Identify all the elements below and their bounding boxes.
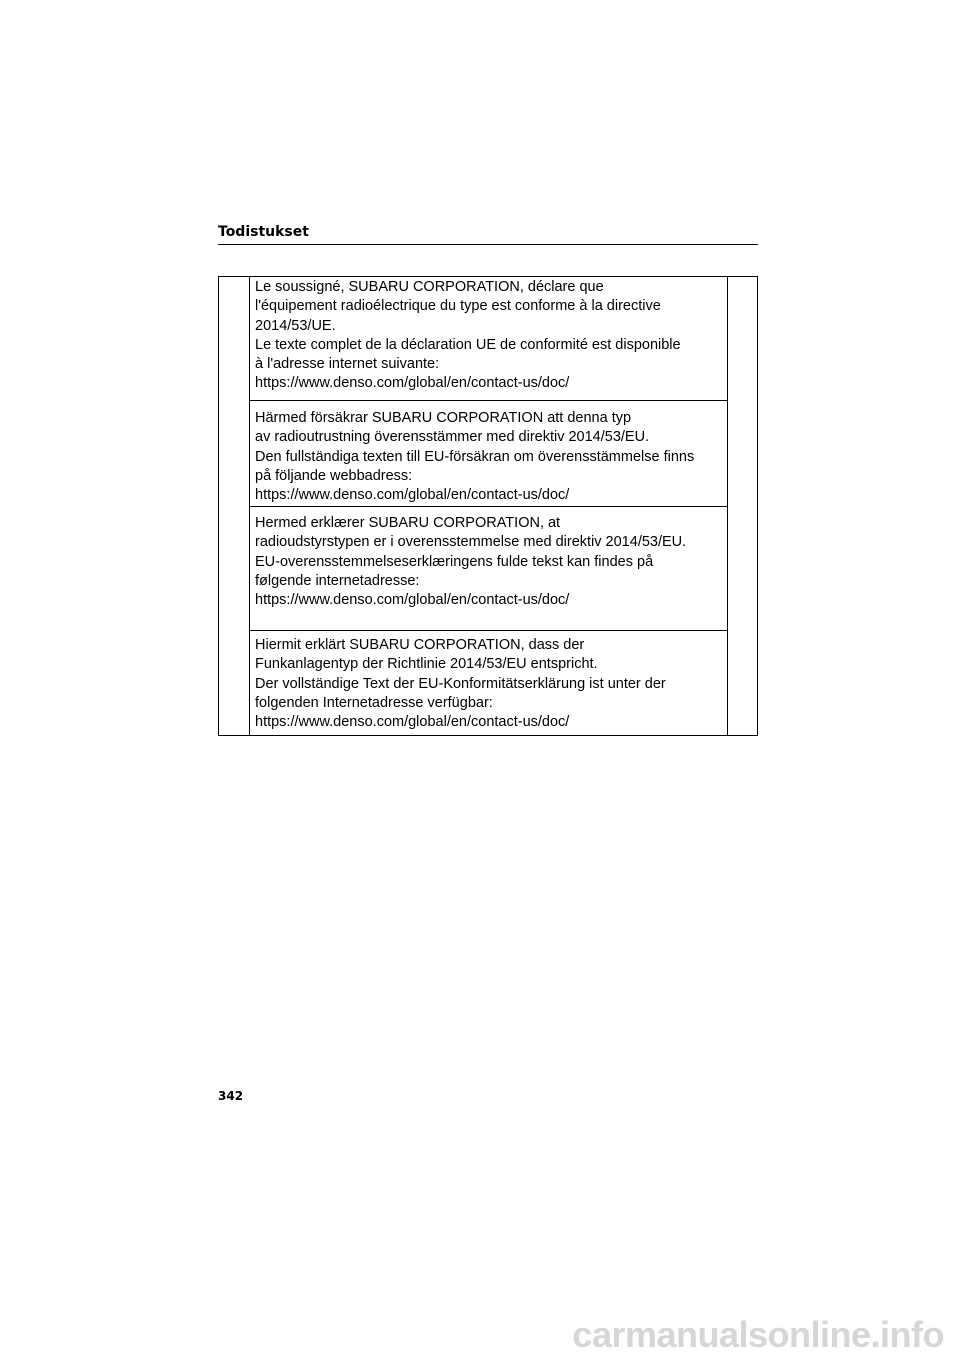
declaration-cell-swedish (250, 400, 727, 507)
declaration-line: Härmed försäkrar SUBARU CORPORATION att denna typ (255, 410, 632, 426)
declaration-line: av radioutrustning överensstämmer med direktiv 2014/53/EU. (255, 429, 650, 446)
declaration-table (249, 276, 728, 736)
declaration-line: på följande webbadress: (255, 467, 413, 484)
declaration-line: radioudstyrstypen er i overensstemmelse med direktiv 2014/53/EU. (255, 534, 687, 551)
declaration-line: l'équipement radioélectrique du type est conforme à la directive (255, 298, 661, 315)
declaration-line: Hiermit erklärt SUBARU CORPORATION, dass der (255, 637, 585, 653)
declaration-line: EU-overensstemmelseserklæringens fulde tekst kan findes på (255, 553, 654, 570)
declaration-line: 2014/53/UE. (255, 317, 336, 334)
page-section-title: Todistukset (218, 224, 309, 240)
watermark-logo: carmanualsonline.info (572, 1314, 944, 1355)
declaration-cell-danish (250, 506, 727, 631)
declaration-url: https://www.denso.com/global/en/contact-us/doc/ (255, 714, 570, 731)
declaration-url: https://www.denso.com/global/en/contact-us/doc/ (255, 375, 570, 392)
declaration-line: Den fullständiga texten till EU-försäkran om överensstämmelse finns (255, 448, 695, 465)
declaration-line: à l'adresse internet suivante: (255, 356, 440, 373)
declaration-url: https://www.denso.com/global/en/contact-us/doc/ (255, 487, 570, 504)
declaration-line: Le soussigné, SUBARU CORPORATION, déclare que (255, 279, 604, 295)
declaration-cell-french (250, 277, 727, 401)
page-number: 342 (218, 1089, 244, 1103)
declaration-line: folgenden Internetadresse verfügbar: (255, 694, 493, 711)
declaration-line: følgende internetadresse: (255, 572, 420, 589)
declaration-line: Le texte complet de la déclaration UE de conformité est disponible (255, 336, 681, 353)
header-divider (218, 244, 758, 245)
declaration-cell-german (250, 630, 727, 735)
declaration-url: https://www.denso.com/global/en/contact-us/doc/ (255, 592, 570, 609)
declaration-line: Funkanlagentyp der Richtlinie 2014/53/EU entspricht. (255, 656, 598, 673)
declaration-line: Der vollständige Text der EU-Konformitätserklärung ist unter der (255, 675, 666, 692)
declaration-line: Hermed erklærer SUBARU CORPORATION, at (255, 515, 561, 531)
